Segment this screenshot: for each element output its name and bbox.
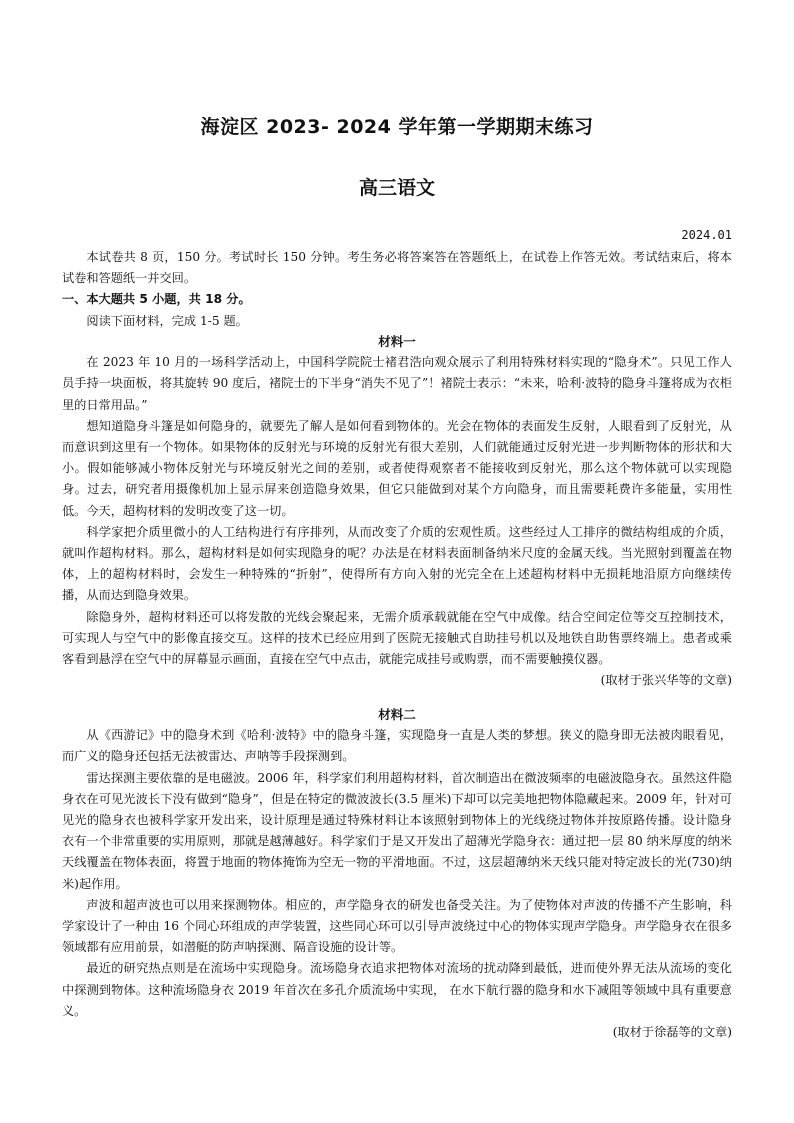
material-one-paragraph: 除隐身外，超构材料还可以将发散的光线会聚起来，无需介质承载就能在空气中成像。结合空间定位等交互控制技术，可实现人与空气中的影像直接交互。这样的技术已经应用到了医院无接触式自助挂号机以及地铁自助售票终端上。患者或乘客看到悬浮在空气中的屏幕显示画面，直接在空气中点击，就能完成挂号或购票，而不需要触摸仪器。	[62, 609, 732, 667]
material-two-paragraph: 雷达探测主要依靠的是电磁波。2006 年，科学家们利用超构材料，首次制造出在微波频率的电磁波隐身衣。虽然这件隐身衣在可见光波长下没有做到“隐身”，但是在特定的微波波长(3.5 厘米)下却可以完美地把物体隐藏起来。2009 年，针对可见光的隐身衣也被科学家开发出来，设计原理是通过特殊材料让本该照射到物体上的光线绕过物体并按原路传播。设计隐身衣有一个非常重要的实用原则，那就是越薄越好。科学家们于是又开发出了超薄光学隐身衣：通过把一层 80 纳米厚度的纳米天线覆盖在物体表面，将置于地面的物体掩饰为空无一物的平滑地面。不过，这层超薄纳米天线只能对特定波长的光(730)纳米)起作用。	[62, 770, 732, 891]
exam-title: 海淀区 2023- 2024 学年第一学期期末练习	[200, 116, 594, 138]
material-two-paragraph: 最近的研究热点则是在流场中实现隐身。流场隐身衣追求把物体对流场的扰动降到最低，进而使外界无法从流场的变化中探测到物体。这种流场隐身衣 2019 年首次在多孔介质流场中实现， 在水下航行器的隐身和水下减阻等领域中具有重要意义。	[62, 961, 732, 1018]
material-one-paragraph: 在 2023 年 10 月的一场科学活动上，中国科学院院士褚君浩向观众展示了利用特殊材料实现的“隐身术”。只见工作人员手持一块面板，将其旋转 90 度后，褚院士的下半身“消失不见了”！褚院士表示：“未来，哈利·波特的隐身斗篷将成为衣柜里的日常用品。”	[62, 355, 732, 412]
material-two-source: (取材于徐磊等的文章)	[612, 1025, 732, 1040]
section-heading: 一、本大题共 5 小题，共 18 分。	[62, 292, 251, 307]
material-one-paragraph: 想知道隐身斗篷是如何隐身的，就要先了解人是如何看到物体的。光会在物体的表面发生反射，人眼看到了反射光，从而意识到这里有一个物体。如果物体的反射光与环境的反射光有很大差别，人们就能通过反射光进一步判断物体的形状和大小。假如能够减小物体反射光与环境反射光之间的差别，或者使得观察者不能接收到反射光，那么这个物体就可以实现隐身。过去，研究者用摄像机加上显示屏来创造隐身效果，但它只能做到对某个方向隐身，而且需要耗费许多能量，实用性低。今天，超构材料的发明改变了这一切。	[62, 418, 732, 518]
material-two-heading: 材料二	[378, 707, 416, 722]
material-one-heading: 材料一	[378, 334, 416, 349]
exam-date: 2024.01	[681, 228, 732, 242]
instructions-block	[62, 247, 732, 332]
material-two-paragraph: 从《西游记》中的隐身术到《哈利·波特》中的隐身斗篷，实现隐身一直是人类的梦想。狭义的隐身即无法被肉眼看见，而广义的隐身还包括无法被雷达、声呐等手段探测到。	[62, 728, 732, 764]
exam-subject: 高三语文	[358, 177, 435, 199]
material-one-source: (取材于张兴华等的文章)	[600, 673, 732, 688]
material-one	[62, 331, 732, 691]
material-one-paragraph: 科学家把介质里微小的人工结构进行有序排列，从而改变了介质的宏观性质。这些经过人工排序的微结构组成的介质，就叫作超构材料。那么，超构材料是如何实现隐身的呢？办法是在材料表面制备纳米尺度的金属天线。当光照射到覆盖在物体，上的超构材料时，会发生一种特殊的“折射”，使得所有方向入射的光完全在上述超构材料中无损耗地沿原方向继续传播，从而达到隐身效果。	[62, 524, 732, 603]
material-two	[62, 704, 732, 1043]
instructions-text: 本试卷共 8 页，150 分。考试时长 150 分钟。考生务必将答案答在答题纸上，在试卷上作答无效。考试结束后，将本试卷和答题纸一并交回。	[62, 250, 732, 286]
material-two-paragraph: 声波和超声波也可以用来探测物体。相应的，声学隐身衣的研发也备受关注。为了使物体对声波的传播不产生影响，科学家设计了一种由 16 个同心环组成的声学装置，这些同心环可以引导声波绕过中心的物体实现声学隐身。声学隐身衣在很多领域都有应用前景，如潜艇的防声呐探测、隔音设施的设计等。	[62, 897, 732, 955]
section-prompt: 阅读下面材料，完成 1-5 题。	[86, 313, 248, 328]
